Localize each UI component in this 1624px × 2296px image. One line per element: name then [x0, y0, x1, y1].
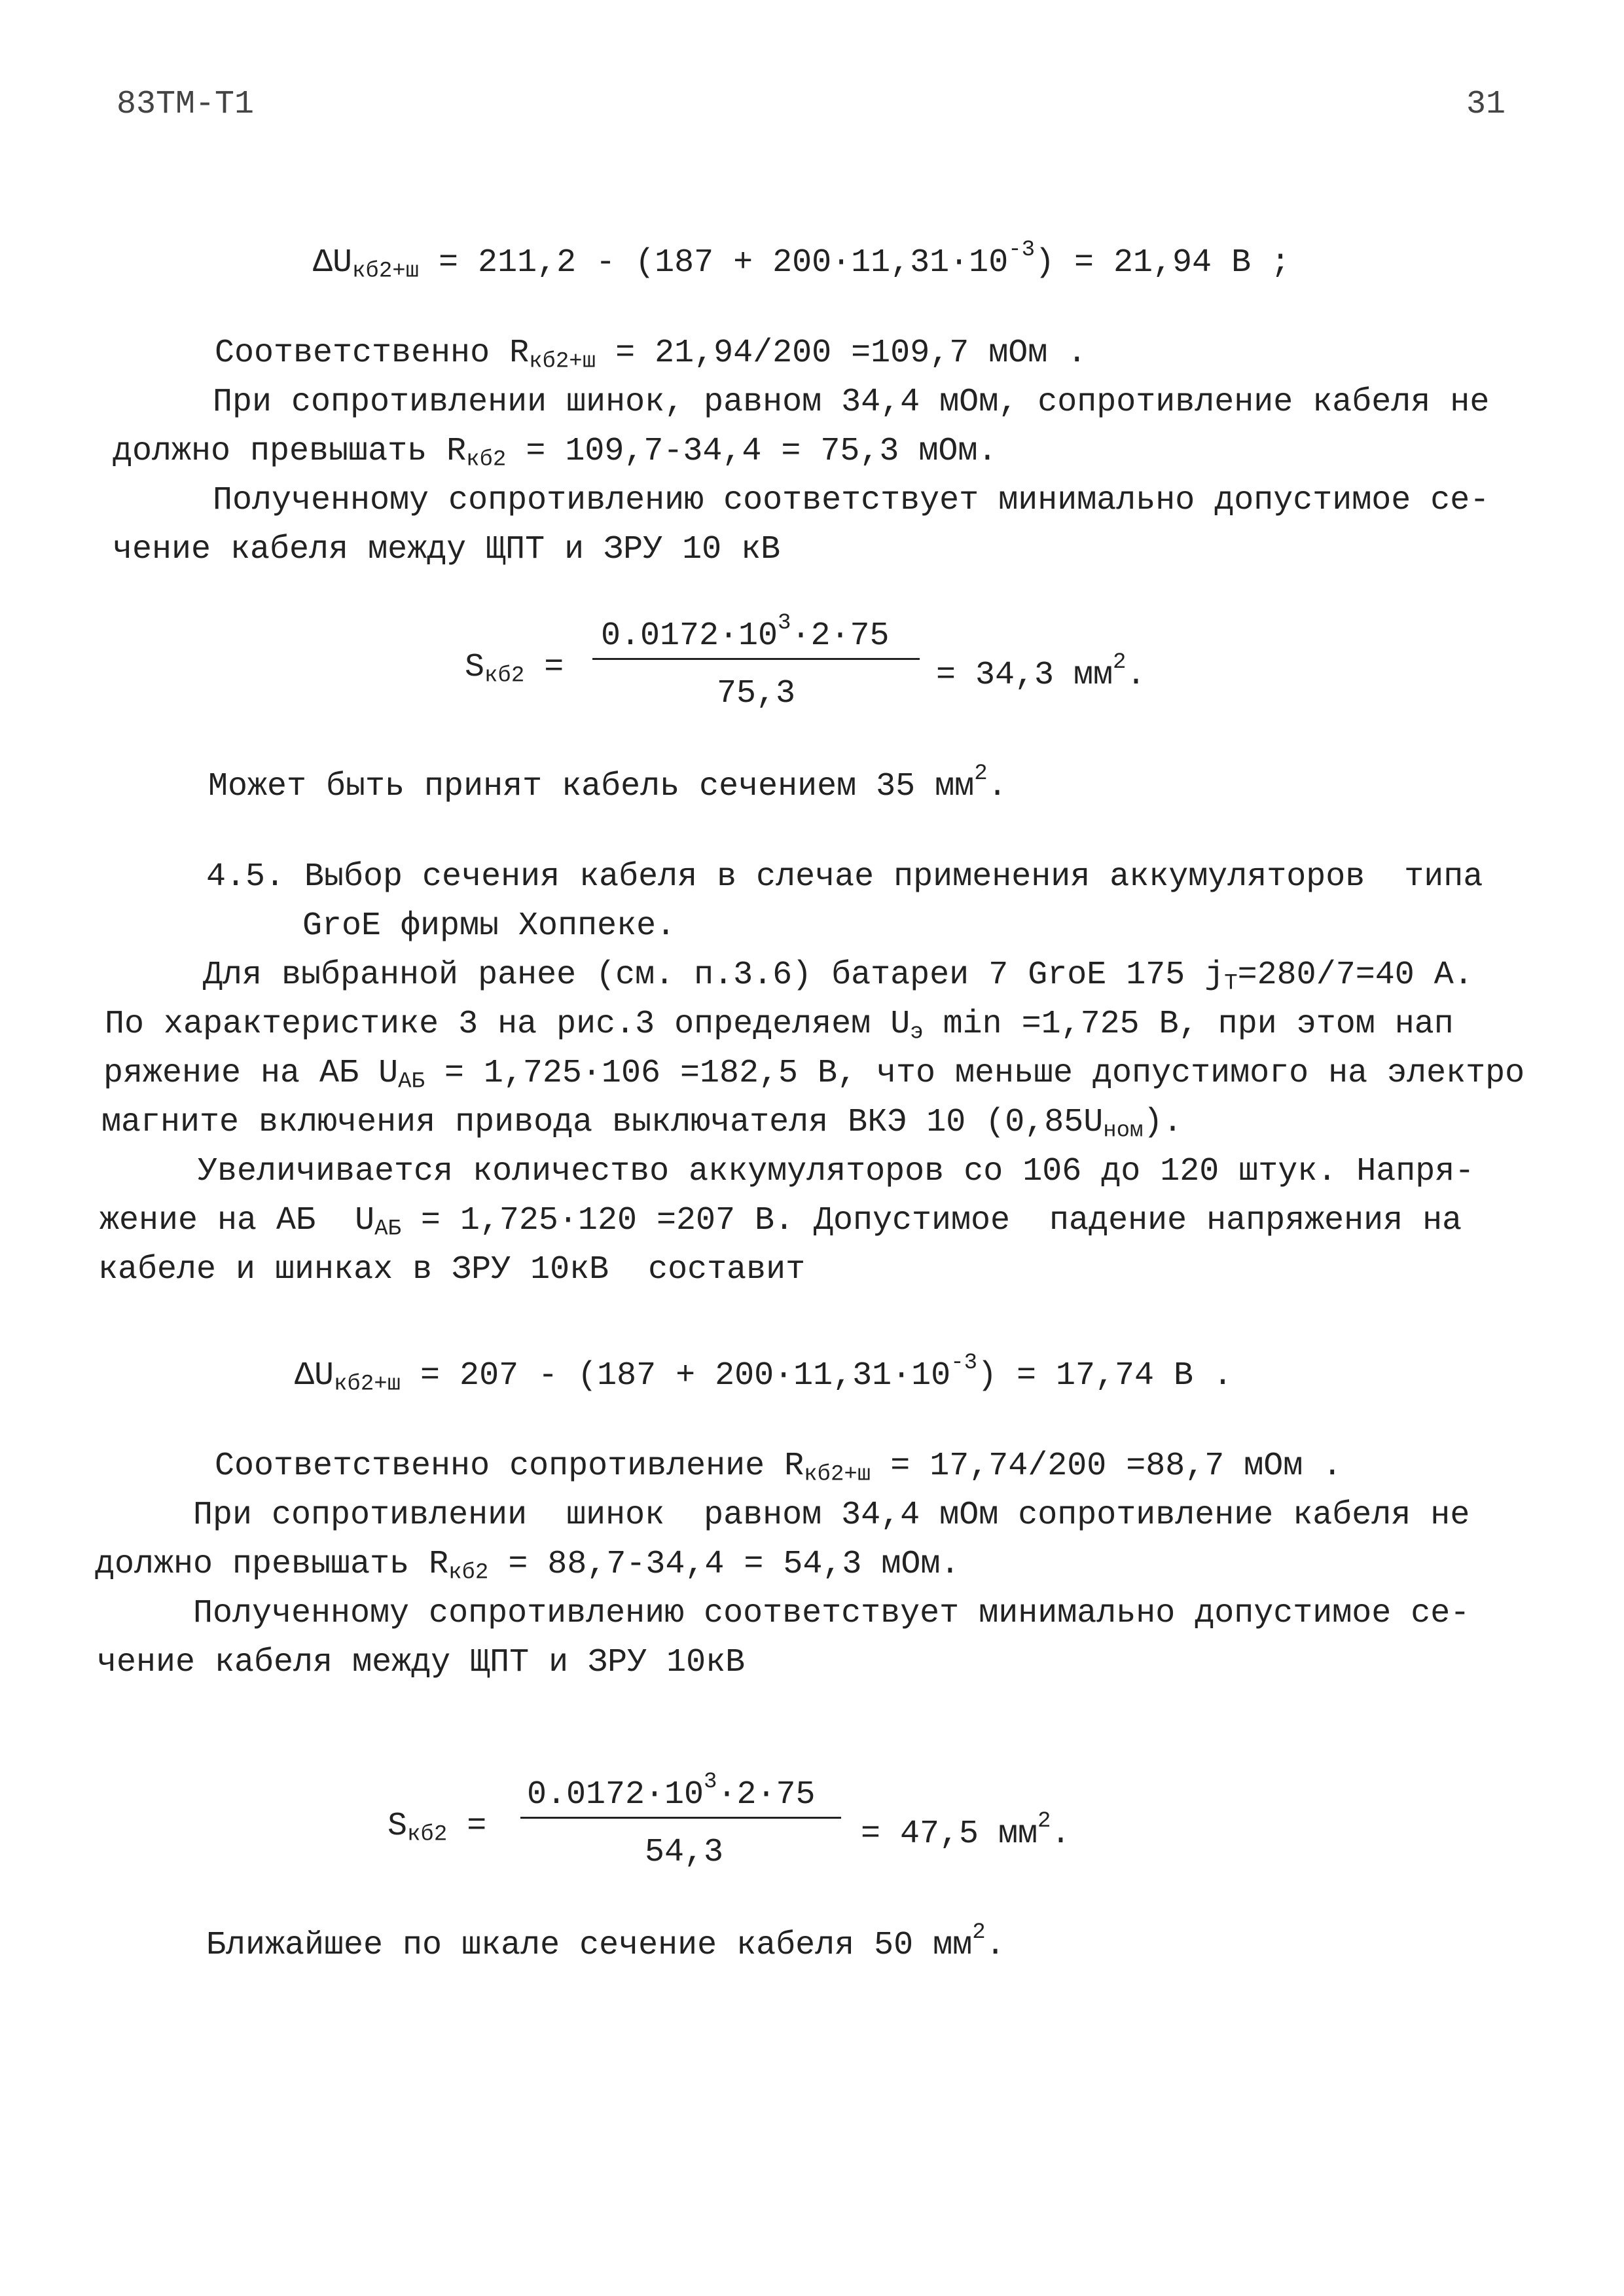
- paragraph-line: кабеле и шинках в ЗРУ 10кВ составит: [98, 1251, 806, 1288]
- formula-lhs: $S_{кб2}$ =: [388, 1808, 487, 1848]
- fraction-bar: [520, 1817, 841, 1819]
- paragraph-line: Увеличивается количество аккумуляторов со 106 до 120 штук. Напря-: [198, 1153, 1475, 1190]
- paragraph-line: чение кабеля между ЩПТ и ЗРУ 10кВ: [97, 1644, 746, 1681]
- paragraph-resistance-2: Соответственно сопротивление $R_{кб2+ш} = 17,74/200 =88,7$ мОм .: [215, 1448, 1343, 1487]
- paragraph-resistance-1: Соответственно $R_{кб2+ш} = 21,94/200 =109,7$ мОм .: [215, 335, 1087, 374]
- equation-voltage-drop-2: $\Delta U_{кб2+ш} = 207 - (187 + 200\cdot 11,31\cdot 10^{-3}) = 17,74$ В .: [295, 1351, 1233, 1397]
- formula-denominator: 75,3: [717, 675, 796, 712]
- formula-numerator: $0.0172\cdot 10^3\cdot 2\cdot 75$: [601, 611, 890, 655]
- equation-voltage-drop-1: $\Delta U_{кб2+ш} = 211,2 - (187 + 200\cdot 11,31\cdot 10^{-3}) = 21,94$ В ;: [313, 238, 1291, 284]
- section-heading-cont: GroE фирмы Хоппеке.: [302, 907, 676, 945]
- paragraph-line: ряжение на АБ $U_{АБ} = 1,725\cdot 106 =182,5$ В, что меньше допустимого на электро: [103, 1055, 1525, 1095]
- page-number: 31: [1466, 86, 1506, 123]
- document-code: 83ТМ-Т1: [117, 86, 255, 123]
- paragraph-cable-choice: Может быть принят кабель сечением 35 $мм^2$.: [208, 761, 1007, 805]
- formula-result: = 34,3 $мм^2$.: [936, 650, 1146, 694]
- paragraph-line: магните включения привода выключателя ВКЭ 10 $(0,85U_{ном})$.: [101, 1104, 1183, 1144]
- formula-result: = 47,5 $мм^2$.: [861, 1809, 1071, 1853]
- paragraph-line: При сопротивлении шинок, равном 34,4 мОм, сопротивление кабеля не: [213, 384, 1490, 421]
- paragraph-line: Полученному сопротивлению соответствует минимально допустимое се-: [213, 482, 1490, 519]
- paragraph-line: должно превышать $R_{кб2} = 88,7-34,4 = 54,3$ мОм.: [95, 1546, 960, 1586]
- paragraph-line: жение на АБ $U_{АБ} = 1,725\cdot 120 =207$ В. Допустимое падение напряжения на: [99, 1202, 1462, 1242]
- paragraph-line: При сопротивлении шинок равном 34,4 мОм сопротивление кабеля не: [193, 1497, 1470, 1534]
- paragraph-line: По характеристике 3 на рис.3 определяем $U_э$ min =1,725 В, при этом нап: [105, 1006, 1454, 1046]
- paragraph-nearest-section: Ближайшее по шкале сечение кабеля 50 $мм^2$.: [206, 1920, 1005, 1964]
- formula-denominator: 54,3: [645, 1834, 724, 1871]
- paragraph-line: чение кабеля между ЩПТ и ЗРУ 10 кВ: [113, 531, 781, 568]
- paragraph-line: Полученному сопротивлению соответствует минимально допустимое се-: [193, 1595, 1470, 1632]
- formula-numerator: $0.0172\cdot 10^3\cdot 2\cdot 75$: [527, 1770, 816, 1813]
- section-heading: 4.5. Выбор сечения кабеля в слечае применения аккумуляторов типа: [206, 858, 1483, 896]
- formula-lhs: $S_{кб2}$ =: [465, 649, 564, 689]
- paragraph-line: должно превышать $R_{кб2} = 109,7-34,4 = 75,3$ мОм.: [113, 433, 998, 473]
- fraction-bar: [592, 658, 920, 660]
- paragraph-line: Для выбранной ранее (см. п.3.6) батареи 7 GroE 175 $j_T=280/7=40$ А.: [203, 957, 1473, 996]
